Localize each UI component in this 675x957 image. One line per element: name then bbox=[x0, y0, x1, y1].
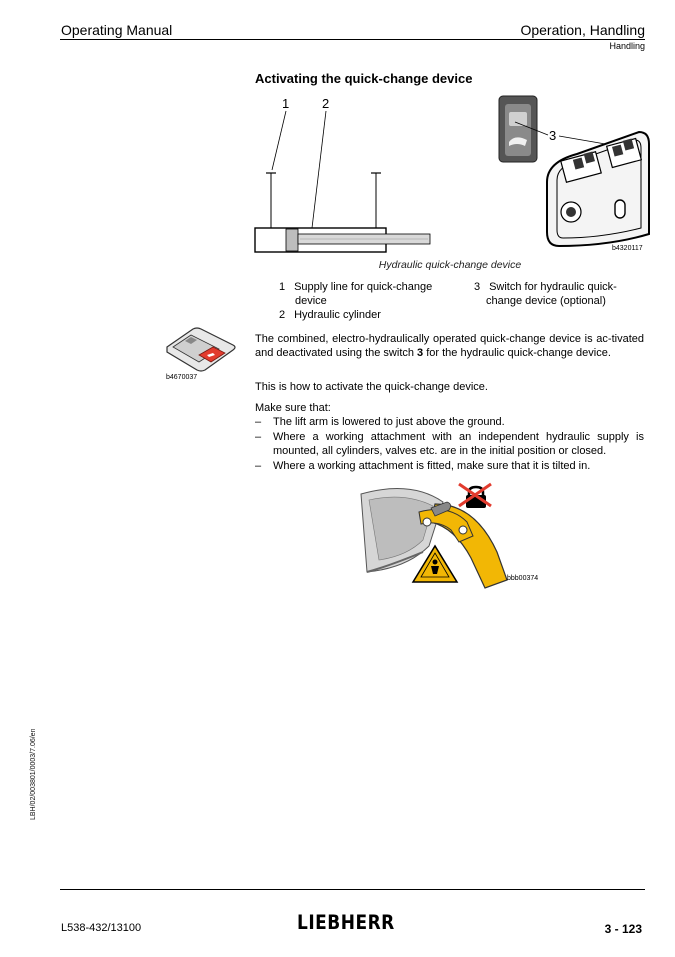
list-item: – The lift arm is lowered to just above the ground. bbox=[255, 416, 505, 428]
make-sure-heading: Make sure that: bbox=[255, 402, 331, 414]
list-item: – Where a working attachment with an independent hydraulic supply is mounted, all cylinders, valves etc. are in the initial position or closed. bbox=[255, 431, 644, 457]
legend-item-2: 2 Hydraulic cylinder bbox=[279, 309, 381, 321]
callout-1-leader bbox=[272, 111, 286, 170]
figure2-image-code: bbb00374 bbox=[507, 575, 539, 582]
header-subsection: Handling bbox=[609, 41, 645, 51]
legend-item-1: 1 Supply line for quick-change device bbox=[279, 281, 433, 307]
switch-icon-image-code: b4670037 bbox=[166, 374, 198, 381]
document-code: LBH/02/003801/0003/7.06/en bbox=[30, 728, 37, 820]
header-chapter-title: Operation, Handling bbox=[520, 22, 645, 38]
piston bbox=[286, 229, 298, 251]
page-number: 3 - 123 bbox=[604, 922, 642, 936]
dashboard-switch-illustration bbox=[495, 92, 650, 257]
header-manual-title: Operating Manual bbox=[61, 22, 173, 38]
callout-2: 2 bbox=[322, 96, 330, 111]
callout-1: 1 bbox=[282, 96, 290, 111]
intro-paragraph: The combined, electro-hydraulically operated quick-change device is ac-tivated and deactivated using the switch 3 for the hydraulic quick-change device. bbox=[255, 333, 644, 359]
figure1-image-code: b4320117 bbox=[612, 245, 643, 252]
activation-sentence: This is how to activate the quick-change device. bbox=[255, 381, 488, 393]
bucket-tilted-illustration bbox=[355, 482, 545, 592]
cylinder-diagram bbox=[250, 92, 440, 257]
callout-3: 3 bbox=[549, 128, 557, 143]
footer-model-number: L538-432/13100 bbox=[61, 922, 142, 934]
liebherr-logo: LIEBHERR bbox=[297, 911, 395, 935]
header-divider bbox=[60, 39, 645, 40]
figure1-caption: Hydraulic quick-change device bbox=[378, 259, 522, 271]
switch-icon-image bbox=[163, 325, 243, 383]
section-title: Activating the quick-change device bbox=[255, 71, 473, 86]
legend-item-3: 3 Switch for hydraulic quick- change device (optional) bbox=[474, 281, 617, 307]
callout-2-leader bbox=[312, 111, 326, 228]
footer-divider bbox=[60, 889, 645, 890]
list-item: – Where a working attachment is fitted, make sure that it is tilted in. bbox=[255, 460, 591, 472]
